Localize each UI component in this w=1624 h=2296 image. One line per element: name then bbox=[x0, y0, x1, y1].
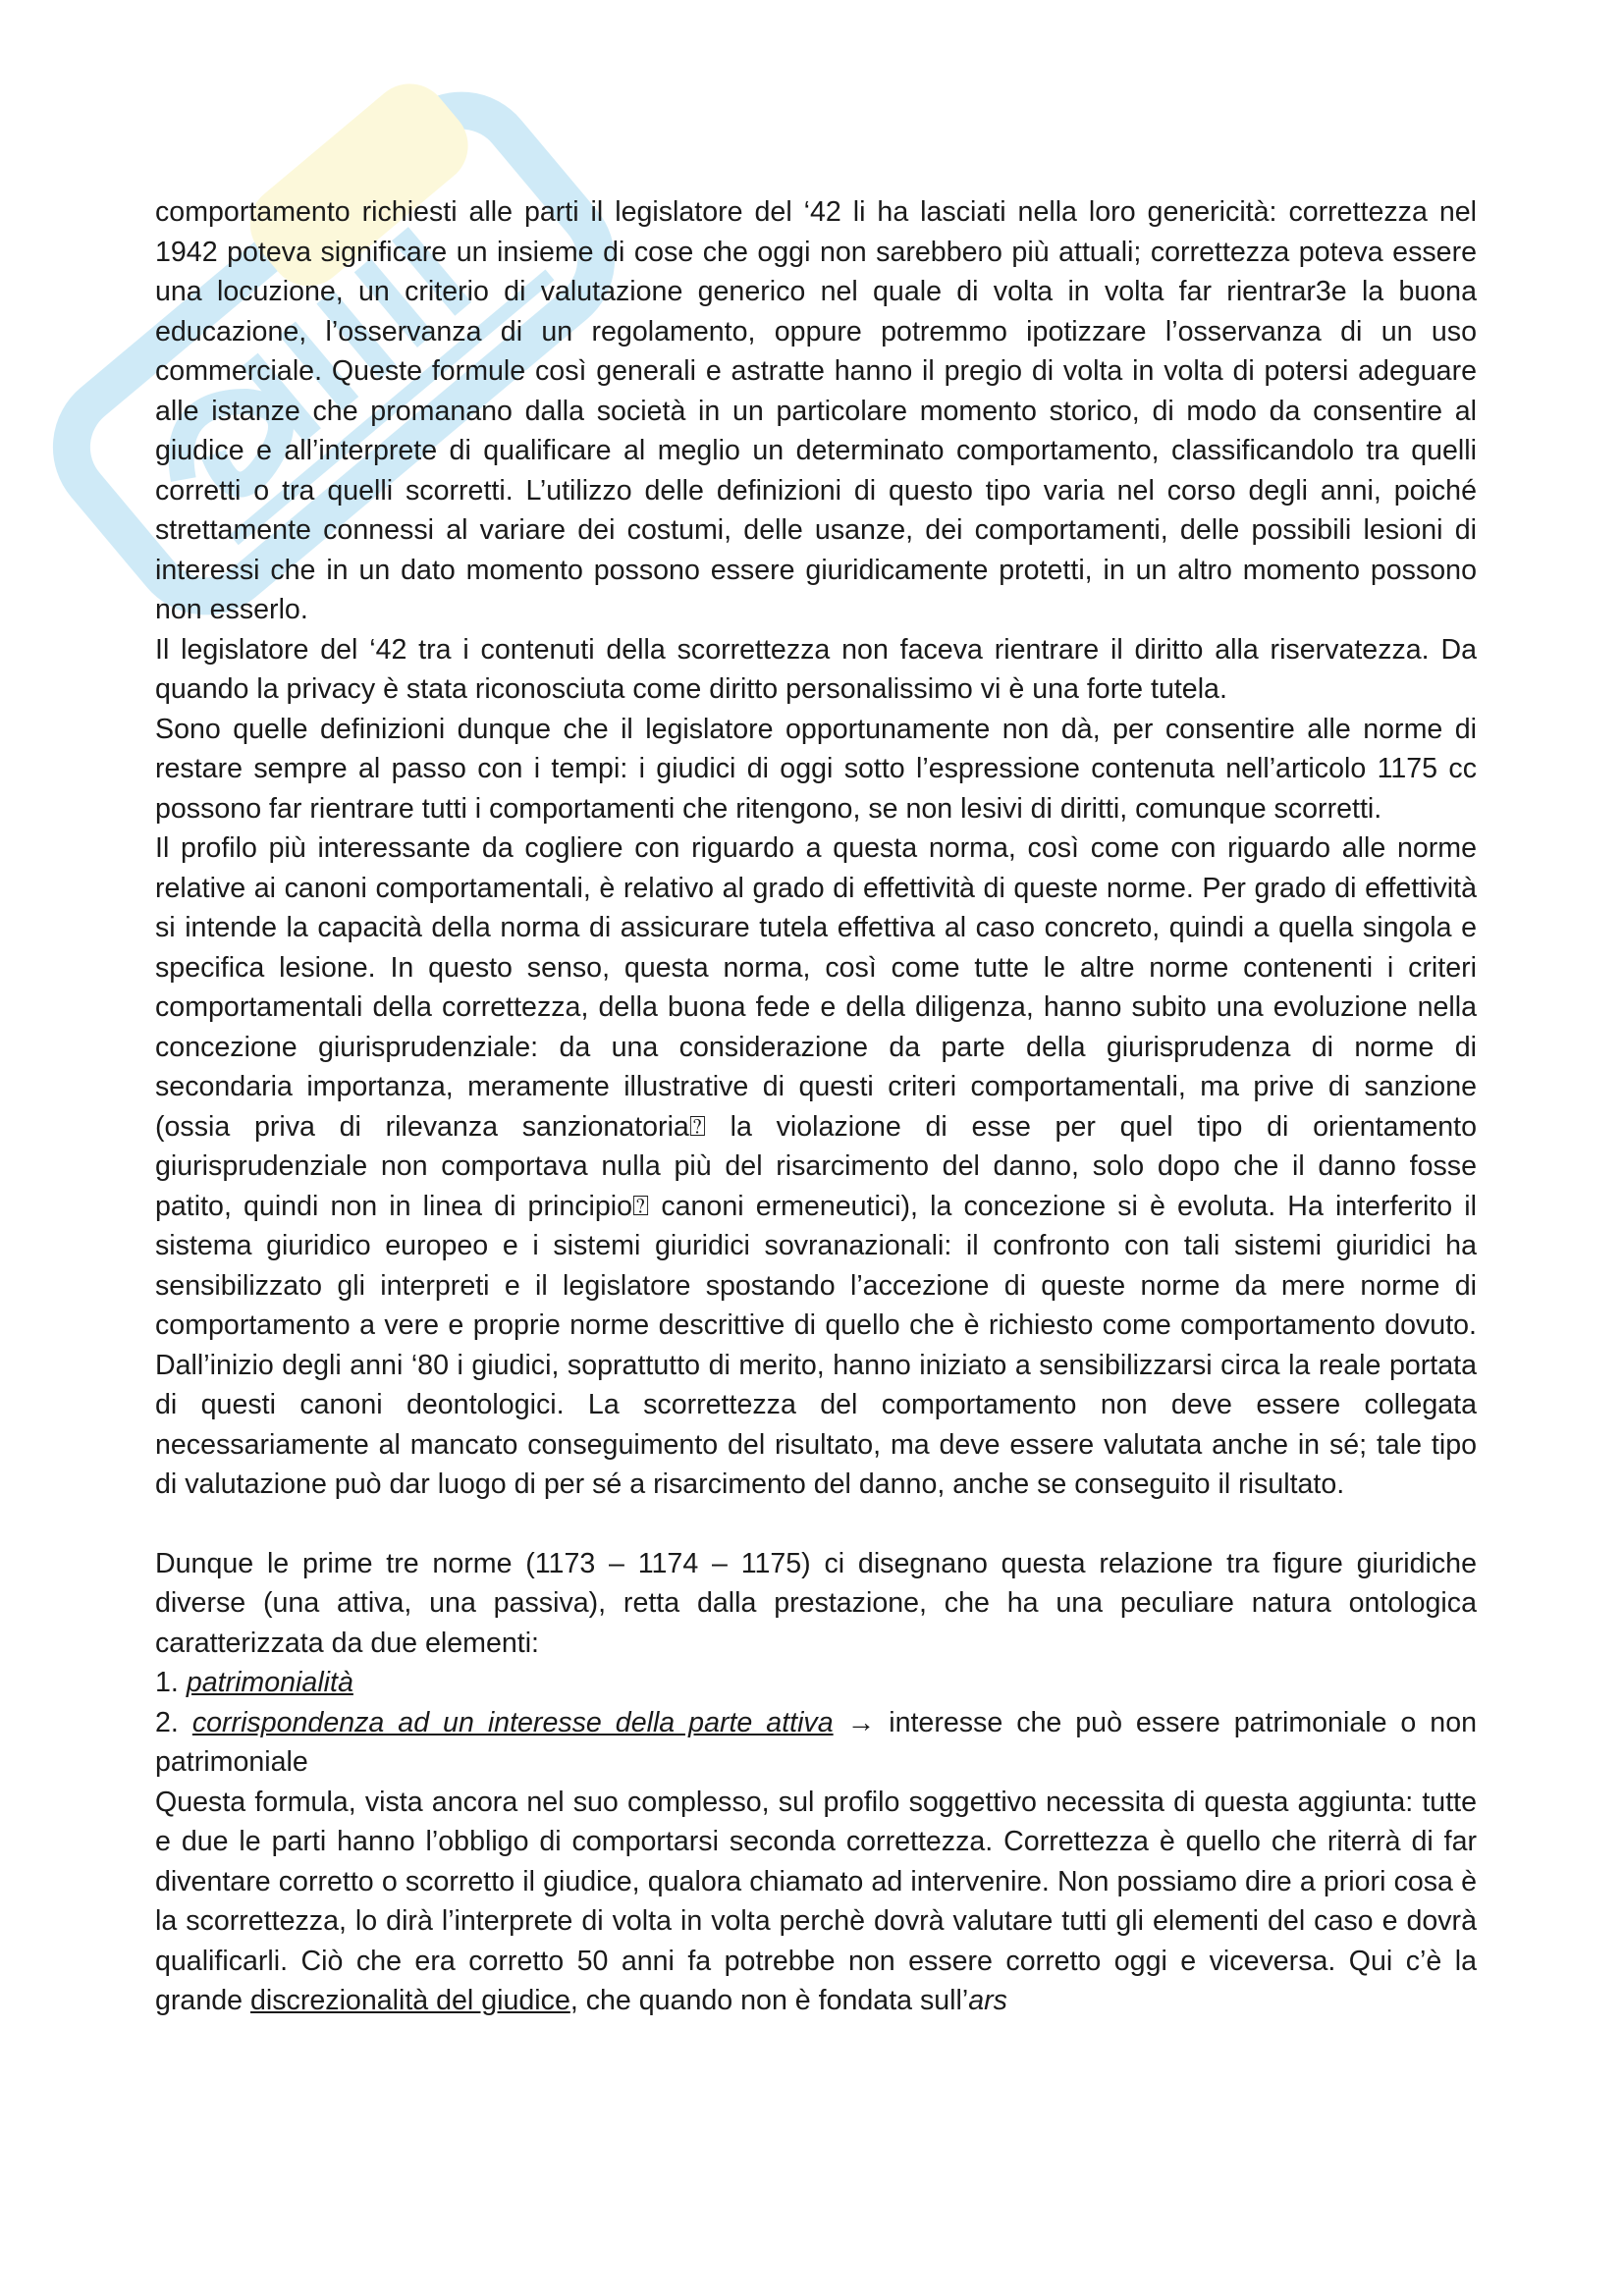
underlined-phrase: discrezionalità del giudice bbox=[250, 1985, 570, 2016]
list-item-1 bbox=[155, 1663, 1477, 1703]
list-number: 2. bbox=[155, 1706, 179, 1738]
paragraph-spacer bbox=[155, 1505, 1477, 1544]
list-item-explanation: interesse che può essere patrimoniale o non patrimoniale bbox=[155, 1706, 1477, 1778]
paragraph-6-continuation: , che quando non è fondata sull’ bbox=[569, 1985, 969, 2016]
paragraph-4: Il profilo più interessante da cogliere con riguardo a questa norma, così come con riguardo alle norme relative ai canoni comportamentali, è relativo al grado di effettività di queste norme. Per grado di effettività si intende la capacità della norma di assicurare tutela effettiva al caso concreto, quindi a quella singola e specifica lesione. In questo senso, questa norma, così come tutte le altre norme contenenti i criteri comportamentali della correttezza, della buona fede e della diligenza, hanno subito una evoluzione nella concezione giurisprudenziale: da una considerazione da parte della giurisprudenza di norme di secondaria importanza, meramente illustrative di questi criteri comportamentali, ma prive di sanzione (ossia priva di rilevanza sanzionatoria⍰ la violazione di esse per quel tipo di orientamento giurisprudenziale non comportava nulla più del risarcimento del danno, solo dopo che il danno fosse patito, quindi non in linea di principio⍰ canoni ermeneutici), la concezione si è evoluta. Ha interferito il sistema giuridico europeo e i sistemi giuridici sovranazionali: il confronto con tali sistemi giuridici ha sensibilizzato gli interpreti e il legislatore spostando l’accezione di queste norme da mere norme di comportamento a vere e proprie norme descrittive di quello che è richiesto come comportamento dovuto. Dall’inizio degli anni ‘80 i giudici, soprattutto di merito, hanno iniziato a sensibilizzarsi circa la reale portata di questi canoni deontologici. La scorrettezza del comportamento non deve essere collegata necessariamente al mancato conseguimento del risultato, ma deve essere valutata anche in sé; tale tipo di valutazione può dar luogo di per sé a risarcimento del danno, anche se conseguito il risultato. bbox=[155, 832, 1477, 1500]
arrow-right-icon: → bbox=[846, 1706, 876, 1738]
paragraph-6 bbox=[155, 1783, 1477, 2021]
list-number: 1. bbox=[155, 1667, 179, 1698]
list-item-2 bbox=[155, 1703, 1477, 1783]
list-item-text: corrispondenza ad un interesse della parte attiva bbox=[191, 1706, 834, 1738]
paragraph-3: Sono quelle definizioni dunque che il legislatore opportunamente non dà, per consentire alle norme di restare sempre al passo con i tempi: i giudici di oggi sotto l’espressione contenuta nell’articolo 1175 cc possono far rientrare tutti i comportamenti che ritengono, se non lesivi di diritti, comunque scorretti. bbox=[155, 713, 1477, 825]
paragraph-2: Il legislatore del ‘42 tra i contenuti della scorrettezza non faceva rientrare il diritto alla riservatezza. Da quando la privacy è stata riconosciuta come diritto personalissimo vi è una forte tutela. bbox=[155, 633, 1477, 705]
paragraph-6-text: Questa formula, vista ancora nel suo complesso, sul profilo soggettivo necessita di questa aggiunta: tutte e due le parti hanno l’obbligo di comportarsi seconda correttezza. Correttezza è quello che riterrà di far diventare corretto o scorretto il giudice, qualora chiamato ad intervenire. Non possiamo dire a priori cosa è la scorrettezza, lo dirà l’interprete di volta in volta perchè dovrà valutare tutti gli elementi del caso e dovrà qualificarli. Ciò che era corretto 50 anni fa potrebbe non essere corretto oggi e viceversa. Qui c’è la grande bbox=[155, 1786, 1477, 2016]
list-item-text: patrimonialità bbox=[186, 1667, 353, 1698]
paragraph-1: comportamento richiesti alle parti il legislatore del ‘42 li ha lasciati nella loro genericità: correttezza nel 1942 poteva significare un insieme di cose che oggi non sarebbero più attuali; correttezza poteva essere una locuzione, un criterio di valutazione generico nel quale di volta in volta far rientrar3e la buona educazione, l’osservanza di un regolamento, oppure potremmo ipotizzare l’osservanza di un uso commerciale. Queste formule così generali e astratte hanno il pregio di volta in volta di potersi adeguare alle istanze che promanano dalla società in un particolare momento storico, di modo da consentire al giudice e all’interprete di qualificare al meglio un determinato comportamento, classificandolo tra quelli corretti o tra quelli scorretti. L’utilizzo delle definizioni di questo tipo varia nel corso degli anni, poiché strettamente connessi al variare dei costumi, delle usanze, dei comportamenti, delle possibili lesioni di interessi che in un dato momento possono essere giuridicamente protetti, in un altro momento possono non esserlo. bbox=[155, 196, 1477, 625]
italic-word: ars bbox=[968, 1985, 1007, 2016]
paragraph-5: Dunque le prime tre norme (1173 – 1174 – 1175) ci disegnano questa relazione tra figure giuridiche diverse (una attiva, una passiva), retta dalla prestazione, che ha una peculiare natura ontologica caratterizzata da due elementi: bbox=[155, 1547, 1477, 1659]
document-body bbox=[155, 192, 1477, 2021]
